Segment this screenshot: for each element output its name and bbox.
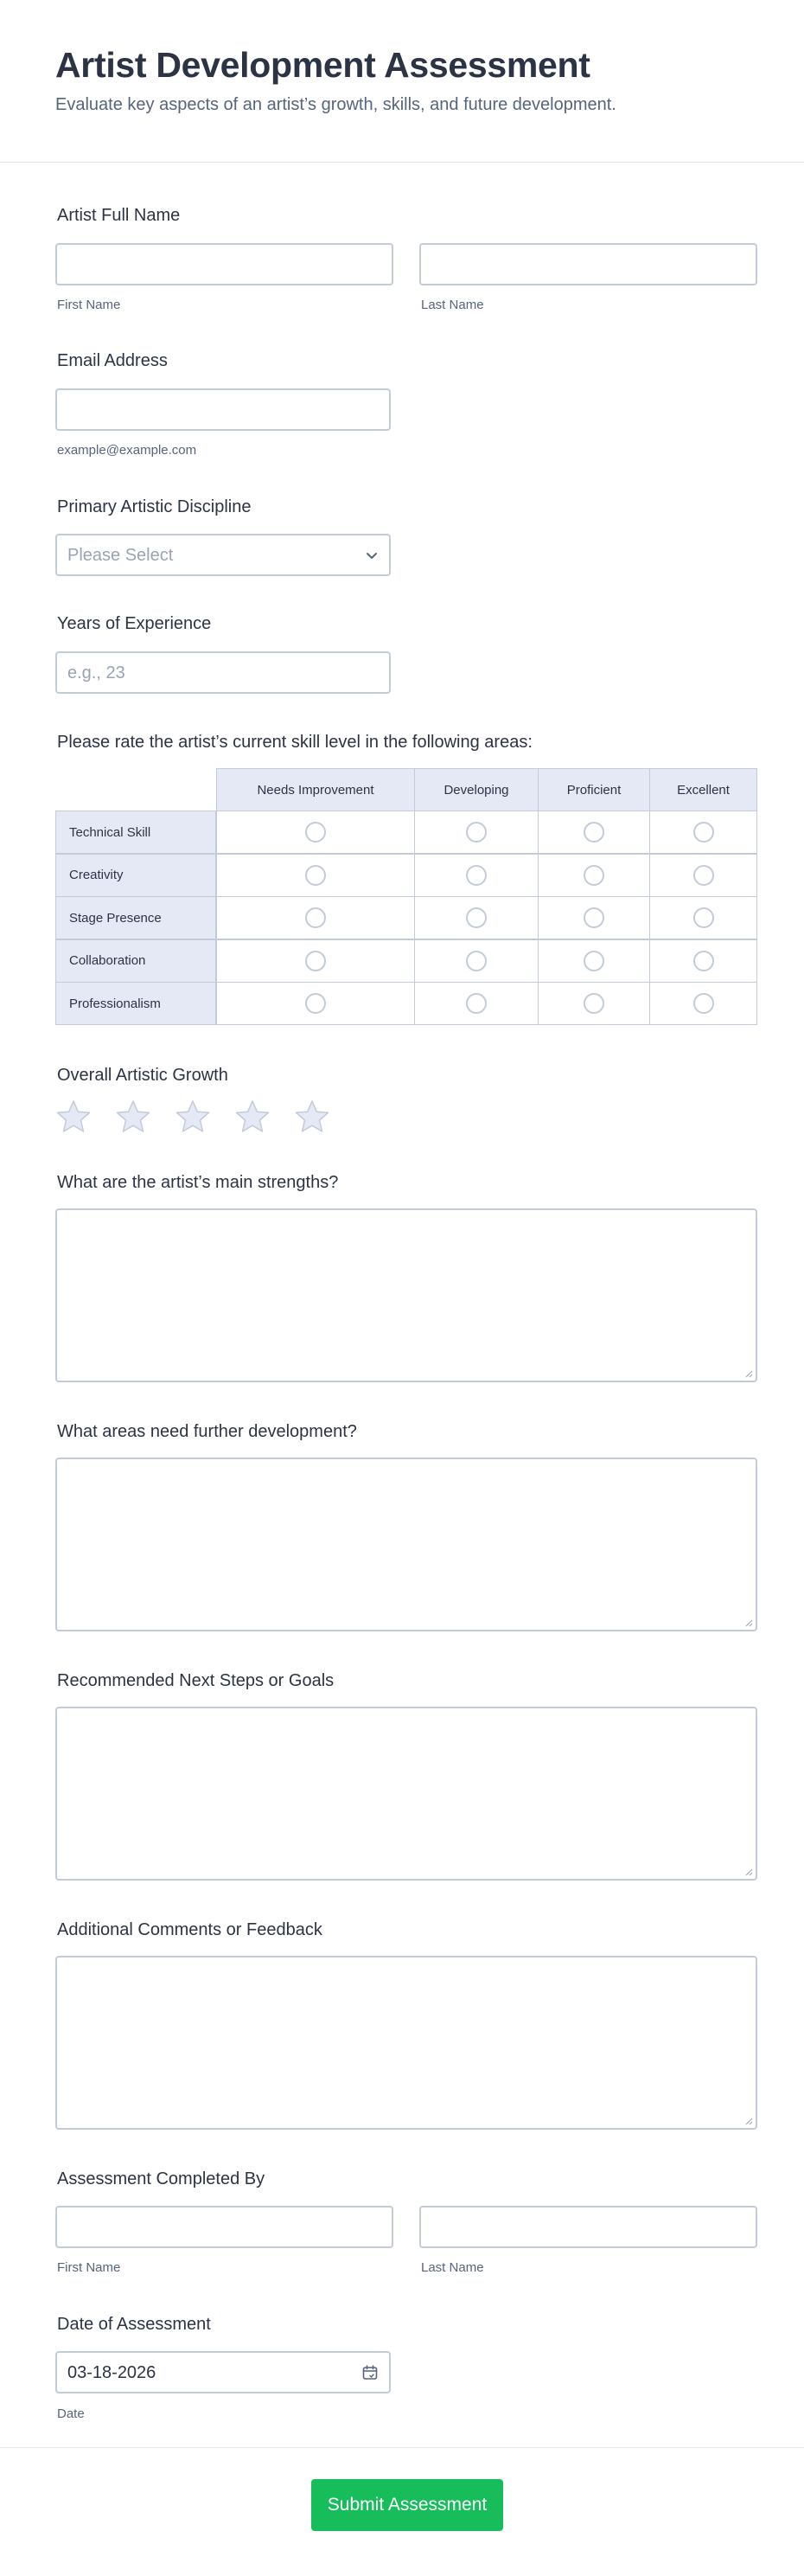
matrix-cell (649, 811, 757, 854)
experience-input[interactable] (55, 651, 391, 694)
experience-placeholder: e.g., 23 (67, 663, 125, 682)
date-sublabel: Date (57, 2406, 85, 2421)
date-label: Date of Assessment (57, 2315, 211, 2334)
page-title: Artist Development Assessment (55, 45, 590, 85)
skills-label: Please rate the artist’s current skill level in the following areas: (57, 733, 533, 752)
matrix-radio[interactable] (584, 822, 604, 843)
discipline-label: Primary Artistic Discipline (57, 497, 252, 516)
matrix-cell (414, 811, 539, 854)
matrix-cell (414, 854, 539, 897)
matrix-radio[interactable] (584, 907, 604, 928)
matrix-cell (216, 982, 415, 1025)
matrix-row-label: Professionalism (55, 982, 216, 1025)
matrix-radio[interactable] (305, 907, 326, 928)
artist-name-label: Artist Full Name (57, 206, 181, 225)
matrix-cell (414, 982, 539, 1025)
matrix-column-header: Developing (414, 768, 539, 811)
matrix-radio[interactable] (693, 907, 714, 928)
discipline-select[interactable] (55, 534, 391, 576)
development-textarea[interactable] (55, 1458, 757, 1631)
artist-first-name-sublabel: First Name (57, 298, 121, 312)
star-icon[interactable] (294, 1099, 330, 1135)
completed-by-first-name-input[interactable] (55, 2206, 393, 2248)
completed-by-last-name-sublabel: Last Name (421, 2260, 484, 2275)
strengths-label: What are the artist’s main strengths? (57, 1173, 339, 1192)
star-icon[interactable] (234, 1099, 271, 1135)
matrix-column-header: Needs Improvement (216, 768, 415, 811)
completed-by-first-name-sublabel: First Name (57, 2260, 121, 2275)
matrix-radio[interactable] (693, 993, 714, 1014)
matrix-cell (649, 896, 757, 939)
artist-first-name-input[interactable] (55, 243, 393, 285)
skills-matrix (55, 768, 757, 1027)
matrix-cell (414, 939, 539, 983)
strengths-textarea[interactable] (55, 1208, 757, 1382)
discipline-selected-value: Please Select (67, 546, 174, 565)
footer-divider (0, 2447, 804, 2448)
matrix-radio[interactable] (305, 865, 326, 886)
submit-button[interactable]: Submit Assessment (311, 2479, 503, 2531)
artist-last-name-input[interactable] (419, 243, 757, 285)
matrix-cell (649, 854, 757, 897)
matrix-cell (538, 854, 650, 897)
matrix-radio[interactable] (305, 951, 326, 971)
matrix-column-header: Excellent (649, 768, 757, 811)
email-input[interactable] (55, 388, 391, 431)
development-label: What areas need further development? (57, 1422, 357, 1441)
matrix-radio[interactable] (584, 865, 604, 886)
matrix-cell (538, 939, 650, 983)
matrix-radio[interactable] (693, 865, 714, 886)
chevron-down-icon (365, 548, 379, 562)
matrix-cell (216, 854, 415, 897)
growth-label: Overall Artistic Growth (57, 1066, 228, 1085)
resize-handle-icon[interactable] (744, 1618, 753, 1627)
matrix-radio[interactable] (466, 951, 487, 971)
page-subtitle: Evaluate key aspects of an artist’s growth, skills, and future development. (55, 95, 616, 114)
matrix-radio[interactable] (584, 993, 604, 1014)
date-input[interactable] (55, 2351, 391, 2393)
matrix-cell (649, 939, 757, 983)
matrix-row-label: Stage Presence (55, 896, 216, 939)
email-sublabel: example@example.com (57, 443, 197, 458)
star-icon[interactable] (175, 1099, 211, 1135)
matrix-radio[interactable] (693, 951, 714, 971)
next-steps-textarea[interactable] (55, 1707, 757, 1881)
matrix-radio[interactable] (305, 993, 326, 1014)
resize-handle-icon[interactable] (744, 2117, 753, 2125)
matrix-row-label: Creativity (55, 854, 216, 897)
form-header (0, 0, 804, 163)
matrix-radio[interactable] (466, 993, 487, 1014)
matrix-cell (216, 896, 415, 939)
date-value: 03-18-2026 (67, 2363, 156, 2382)
completed-by-last-name-input[interactable] (419, 2206, 757, 2248)
matrix-radio[interactable] (305, 822, 326, 843)
matrix-radio[interactable] (466, 907, 487, 928)
matrix-column-header: Proficient (538, 768, 650, 811)
resize-handle-icon[interactable] (744, 1868, 753, 1876)
matrix-radio[interactable] (693, 822, 714, 843)
matrix-radio[interactable] (584, 951, 604, 971)
matrix-radio[interactable] (466, 865, 487, 886)
calendar-icon[interactable] (361, 2364, 379, 2381)
star-icon[interactable] (55, 1099, 92, 1135)
comments-label: Additional Comments or Feedback (57, 1920, 322, 1939)
resize-handle-icon[interactable] (744, 1369, 753, 1378)
experience-label: Years of Experience (57, 614, 212, 633)
next-steps-label: Recommended Next Steps or Goals (57, 1671, 335, 1690)
comments-textarea[interactable] (55, 1956, 757, 2130)
matrix-cell (538, 982, 650, 1025)
matrix-row-label: Collaboration (55, 939, 216, 983)
artist-last-name-sublabel: Last Name (421, 298, 484, 312)
matrix-row-label: Technical Skill (55, 811, 216, 854)
matrix-radio[interactable] (466, 822, 487, 843)
star-icon[interactable] (115, 1099, 151, 1135)
completed-by-label: Assessment Completed By (57, 2169, 265, 2188)
email-label: Email Address (57, 351, 168, 370)
matrix-cell (538, 811, 650, 854)
matrix-cell (414, 896, 539, 939)
matrix-cell (216, 939, 415, 983)
matrix-cell (538, 896, 650, 939)
matrix-cell (216, 811, 415, 854)
matrix-cell (649, 982, 757, 1025)
